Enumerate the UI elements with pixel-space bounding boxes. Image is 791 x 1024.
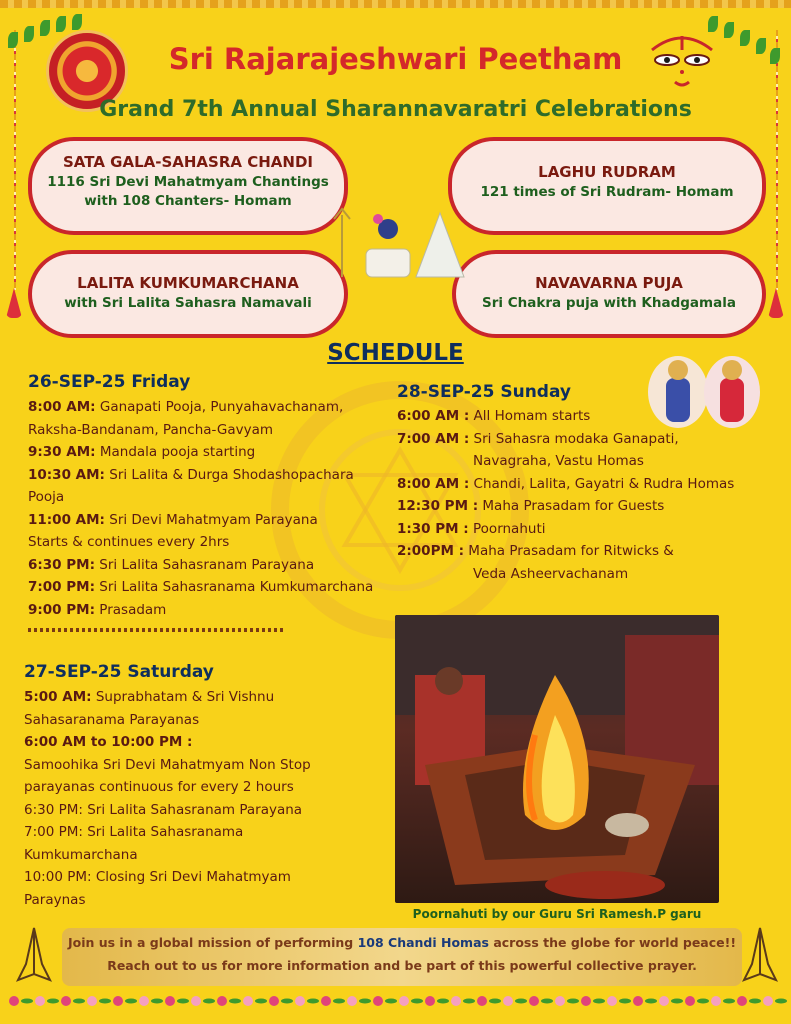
schedule-line [397, 428, 767, 451]
schedule-line [24, 776, 384, 799]
schedule-line [24, 844, 384, 867]
event-card-laghu-rudram [448, 137, 766, 235]
schedule-text: Maha Prasadam for Guests [478, 498, 665, 514]
day2-title: 27-SEP-25 Saturday [24, 662, 214, 682]
schedule-line [24, 686, 384, 709]
schedule-line [24, 821, 384, 844]
schedule-text: All Homam starts [469, 408, 591, 424]
schedule-line [397, 495, 767, 518]
schedule-text: 6:30 PM: Sri Lalita Sahasranam Parayana [24, 801, 303, 818]
schedule-line [397, 518, 767, 541]
day1-title: 26-SEP-25 Friday [28, 372, 191, 392]
event-title: LAGHU RUDRAM [538, 163, 676, 181]
event-title: SATA GALA-SAHASRA CHANDI [63, 153, 313, 171]
photo-caption: Poornahuti by our Guru Sri Ramesh.P garu [412, 907, 702, 921]
schedule-line [24, 889, 384, 912]
schedule-time: 2:00PM : [397, 543, 465, 559]
schedule-text: Prasadam [95, 601, 167, 618]
event-detail: with 108 Chanters- Homam [84, 193, 292, 209]
poornahuti-photo [395, 615, 719, 903]
top-garland [0, 0, 791, 8]
day2-schedule [24, 662, 384, 911]
schedule-text: Raksha-Bandanam, Pancha-Gavyam [28, 421, 274, 438]
event-title: LALITA KUMKUMARCHANA [77, 274, 299, 292]
schedule-time: 12:30 PM : [397, 498, 479, 514]
banner-text: across the globe for world peace!! [488, 935, 737, 950]
day1-schedule [28, 372, 388, 621]
day3-title: 28-SEP-25 Sunday [397, 382, 572, 402]
schedule-text: Ganapati Pooja, Punyahavachanam, [95, 399, 344, 415]
schedule-text: Suprabhatam & Sri Vishnu [91, 689, 275, 705]
namaste-hands-icon-left [12, 924, 56, 984]
schedule-text: 10:00 PM: Closing Sri Devi Mahatmyam [24, 869, 291, 885]
banner-highlight: 108 Chandi Homas [357, 935, 489, 950]
schedule-heading: SCHEDULE [327, 340, 464, 366]
schedule-line [24, 709, 384, 732]
left-tassel [6, 288, 22, 318]
page-subtitle: Grand 7th Annual Sharannavaratri Celebrations [99, 97, 692, 122]
deity-figures-image [644, 348, 764, 430]
schedule-text: Sri Lalita Sahasranama Kumkumarchana [95, 579, 374, 595]
schedule-text: Chandi, Lalita, Gayatri & Rudra Homas [469, 475, 735, 492]
schedule-line [28, 419, 388, 442]
schedule-text: Navagraha, Vastu Homas [473, 453, 644, 469]
schedule-time: 9:00 PM: [28, 601, 96, 618]
schedule-time: 7:00 AM : [397, 430, 470, 447]
schedule-line [28, 464, 388, 487]
right-tassel [768, 288, 784, 318]
event-card-navavarna-puja [452, 250, 766, 338]
schedule-line [397, 563, 767, 586]
schedule-text: Starts & continues every 2hrs [28, 534, 230, 550]
event-detail: 1116 Sri Devi Mahatmyam Chantings [47, 174, 329, 190]
schedule-text: 7:00 PM: Sri Lalita Sahasranama [24, 824, 244, 840]
schedule-line [24, 866, 384, 889]
schedule-text: Sri Sahasra modaka Ganapati, [469, 430, 679, 447]
event-detail: 121 times of Sri Rudram- Homam [480, 184, 734, 200]
schedule-line [24, 799, 384, 822]
event-title: NAVAVARNA PUJA [535, 274, 683, 292]
schedule-time: 8:00 AM: [28, 399, 96, 415]
event-detail: with Sri Lalita Sahasra Namavali [64, 295, 312, 311]
schedule-line [28, 396, 388, 419]
schedule-text: Sri Devi Mahatmyam Parayana [104, 511, 318, 528]
event-detail: Sri Chakra puja with Khadgamala [482, 295, 736, 311]
schedule-time: 8:00 AM : [397, 475, 470, 492]
schedule-line [397, 450, 767, 473]
schedule-time: 6:30 PM: [28, 556, 96, 573]
bottom-flower-garland [0, 994, 791, 1008]
schedule-time: 9:30 AM: [28, 444, 96, 460]
schedule-text: Sahasaranama Parayanas [24, 711, 200, 728]
schedule-time: 6:00 AM : [397, 408, 470, 424]
schedule-text: Samoohika Sri Devi Mahatmyam Non Stop [24, 756, 311, 773]
puja-items-illustration [330, 205, 470, 285]
schedule-text: Poornahuti [468, 520, 546, 537]
banner-text: Join us in a global mission of performing [67, 935, 358, 950]
schedule-text: Kumkumarchana [24, 846, 138, 863]
schedule-line [24, 731, 384, 754]
schedule-time: 11:00 AM: [28, 511, 105, 528]
schedule-time: 6:00 AM to 10:00 PM : [24, 734, 193, 750]
schedule-line [28, 509, 388, 532]
schedule-text: Maha Prasadam for Ritwicks & [464, 543, 674, 559]
schedule-text: Pooja [28, 489, 65, 505]
day2-items [24, 686, 384, 911]
schedule-line [28, 576, 388, 599]
schedule-line [24, 754, 384, 777]
schedule-time: 5:00 AM: [24, 689, 92, 705]
day3-items [397, 405, 767, 585]
schedule-line [28, 599, 388, 622]
schedule-time: 10:30 AM: [28, 466, 105, 483]
goddess-face-icon [642, 26, 722, 94]
schedule-line [397, 540, 767, 563]
schedule-text: Sri Lalita & Durga Shodashopachara [104, 466, 354, 483]
schedule-time: 1:30 PM : [397, 520, 469, 537]
schedule-line [28, 441, 388, 464]
schedule-text: Paraynas [24, 891, 86, 908]
day1-items [28, 396, 388, 621]
schedule-line [28, 554, 388, 577]
schedule-text: parayanas continuous for every 2 hours [24, 779, 294, 795]
schedule-text: Veda Asheervachanam [473, 565, 629, 582]
namaste-hands-icon-right [738, 924, 782, 984]
event-card-lalita-kumkumarchana [28, 250, 348, 338]
banner-line-1 [62, 935, 742, 950]
schedule-line [397, 473, 767, 496]
dotted-divider [28, 628, 286, 632]
schedule-line [28, 486, 388, 509]
schedule-line [28, 531, 388, 554]
schedule-text: Sri Lalita Sahasranam Parayana [95, 556, 315, 573]
schedule-text: Mandala pooja starting [95, 444, 256, 460]
page-title: Sri Rajarajeshwari Peetham [168, 42, 623, 76]
schedule-time: 7:00 PM: [28, 579, 96, 595]
event-card-sahasra-chandi [28, 137, 348, 235]
banner-line-2: Reach out to us for more information and be part of this powerful collective prayer. [107, 958, 697, 973]
